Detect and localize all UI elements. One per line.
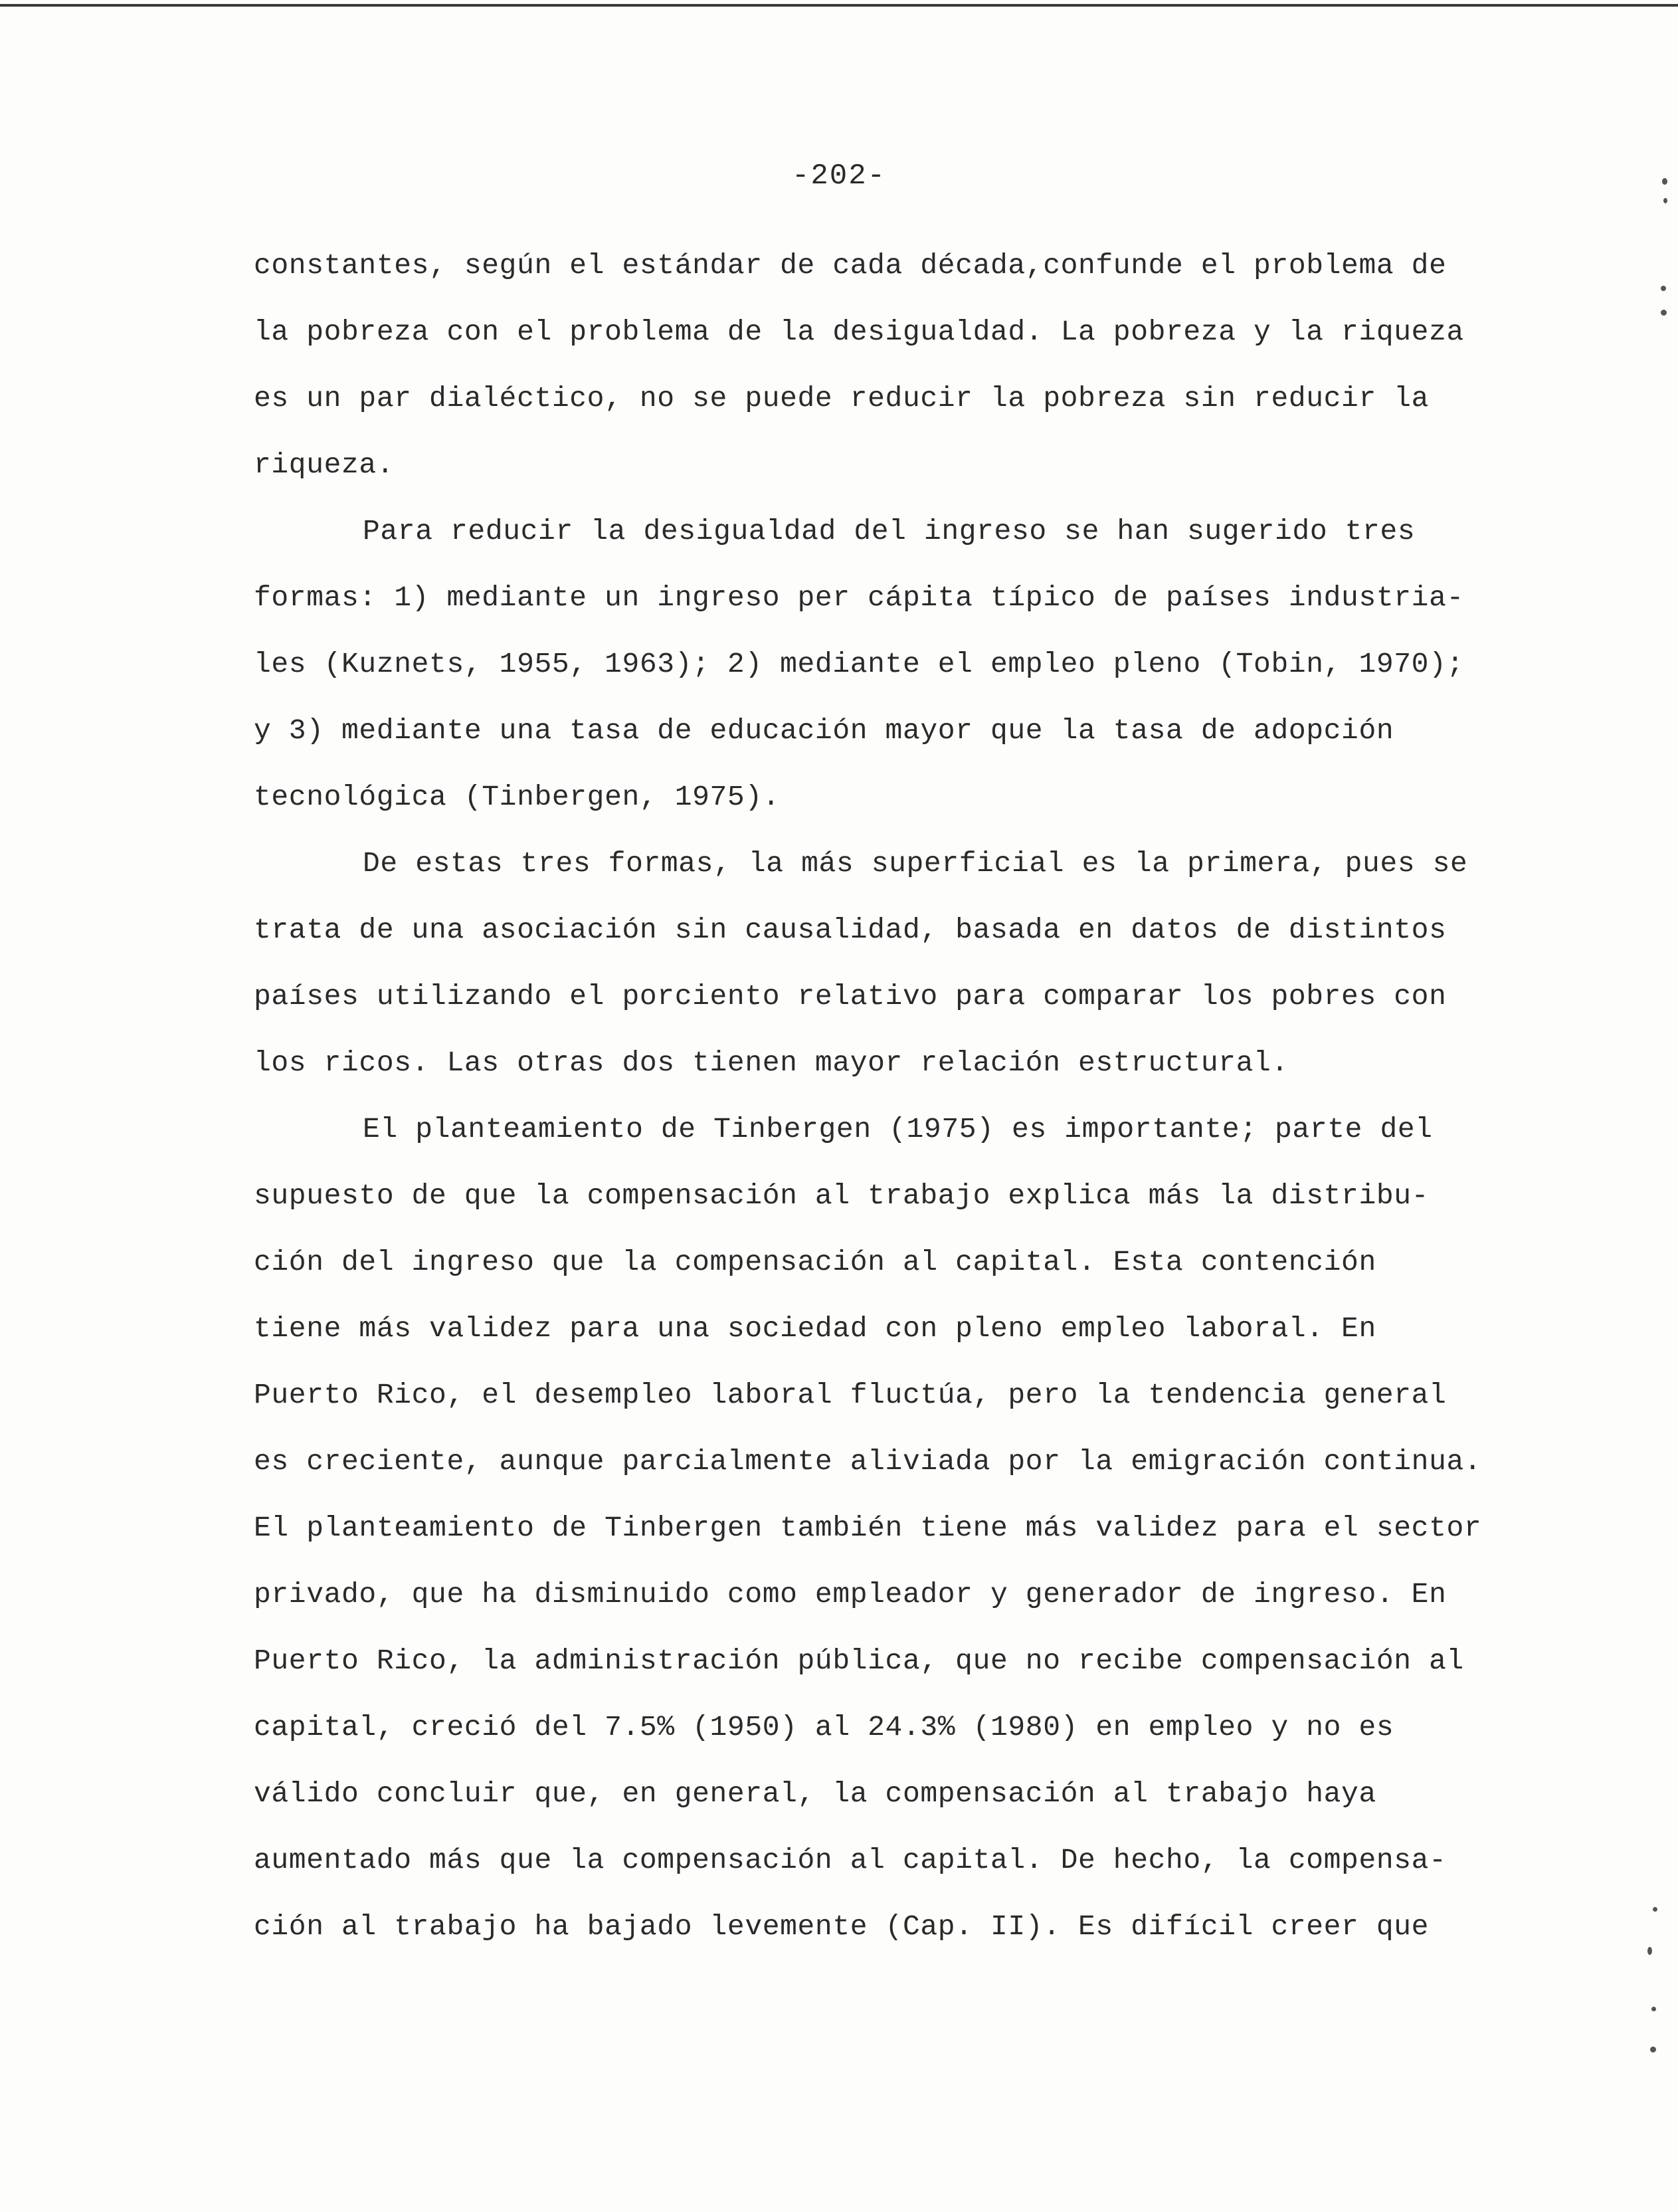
text-line: riqueza. — [254, 449, 395, 481]
scan-speck — [1662, 178, 1667, 185]
scan-speck — [1661, 310, 1667, 316]
text-line: trata de una asociación sin causalidad, basada en datos de distintos — [254, 914, 1447, 946]
text-line: constantes, según el estándar de cada década,confunde el problema de — [254, 249, 1447, 282]
text-line: es creciente, aunque parcialmente aliviada por la emigración continua. — [254, 1445, 1482, 1478]
text-line: ción al trabajo ha bajado levemente (Cap. II). Es difícil creer que — [254, 1910, 1430, 1943]
text-line: Puerto Rico, la administración pública, que no recibe compensación al — [254, 1645, 1464, 1677]
text-line: tecnológica (Tinbergen, 1975). — [254, 781, 781, 813]
text-line: capital, creció del 7.5% (1950) al 24.3% (1980) en empleo y no es — [254, 1711, 1394, 1744]
text-line: aumentado más que la compensación al capital. De hecho, la compensa- — [254, 1844, 1447, 1876]
top-edge-rule — [0, 4, 1678, 7]
scan-speck — [1647, 1947, 1652, 1955]
text-line: ción del ingreso que la compensación al capital. Esta contención — [254, 1246, 1376, 1278]
text-line: los ricos. Las otras dos tienen mayor relación estructural. — [254, 1047, 1289, 1079]
text-line: formas: 1) mediante un ingreso per cápita típico de países industria- — [254, 581, 1464, 614]
scan-speck — [1663, 198, 1667, 203]
scan-speck — [1650, 2047, 1656, 2053]
text-line: El planteamiento de Tinbergen también tiene más validez para el sector — [254, 1512, 1482, 1544]
text-line: es un par dialéctico, no se puede reducir la pobreza sin reducir la — [254, 382, 1430, 415]
text-line: supuesto de que la compensación al trabajo explica más la distribu- — [254, 1179, 1430, 1212]
paragraph-first-line: Para reducir la desigualdad del ingreso se han sugerido tres — [363, 515, 1416, 548]
paragraph-first-line: De estas tres formas, la más superficial es la primera, pues se — [363, 847, 1468, 880]
text-line: privado, que ha disminuido como empleador y generador de ingreso. En — [254, 1578, 1447, 1611]
text-line: la pobreza con el problema de la desigualdad. La pobreza y la riqueza — [254, 316, 1464, 348]
scan-speck — [1651, 2007, 1656, 2011]
page-number: -202- — [791, 159, 887, 193]
text-line: países utilizando el porciento relativo para comparar los pobres con — [254, 980, 1447, 1013]
paragraph-first-line: El planteamiento de Tinbergen (1975) es importante; parte del — [363, 1113, 1433, 1146]
scan-speck — [1661, 286, 1666, 291]
text-line: Puerto Rico, el desempleo laboral fluctúa, pero la tendencia general — [254, 1379, 1447, 1411]
text-line: válido concluir que, en general, la compensación al trabajo haya — [254, 1777, 1376, 1810]
text-line: tiene más validez para una sociedad con pleno empleo laboral. En — [254, 1312, 1376, 1345]
scan-speck — [1653, 1907, 1657, 1912]
text-line: y 3) mediante una tasa de educación mayor que la tasa de adopción — [254, 714, 1394, 747]
text-line: les (Kuznets, 1955, 1963); 2) mediante el empleo pleno (Tobin, 1970); — [254, 648, 1464, 680]
